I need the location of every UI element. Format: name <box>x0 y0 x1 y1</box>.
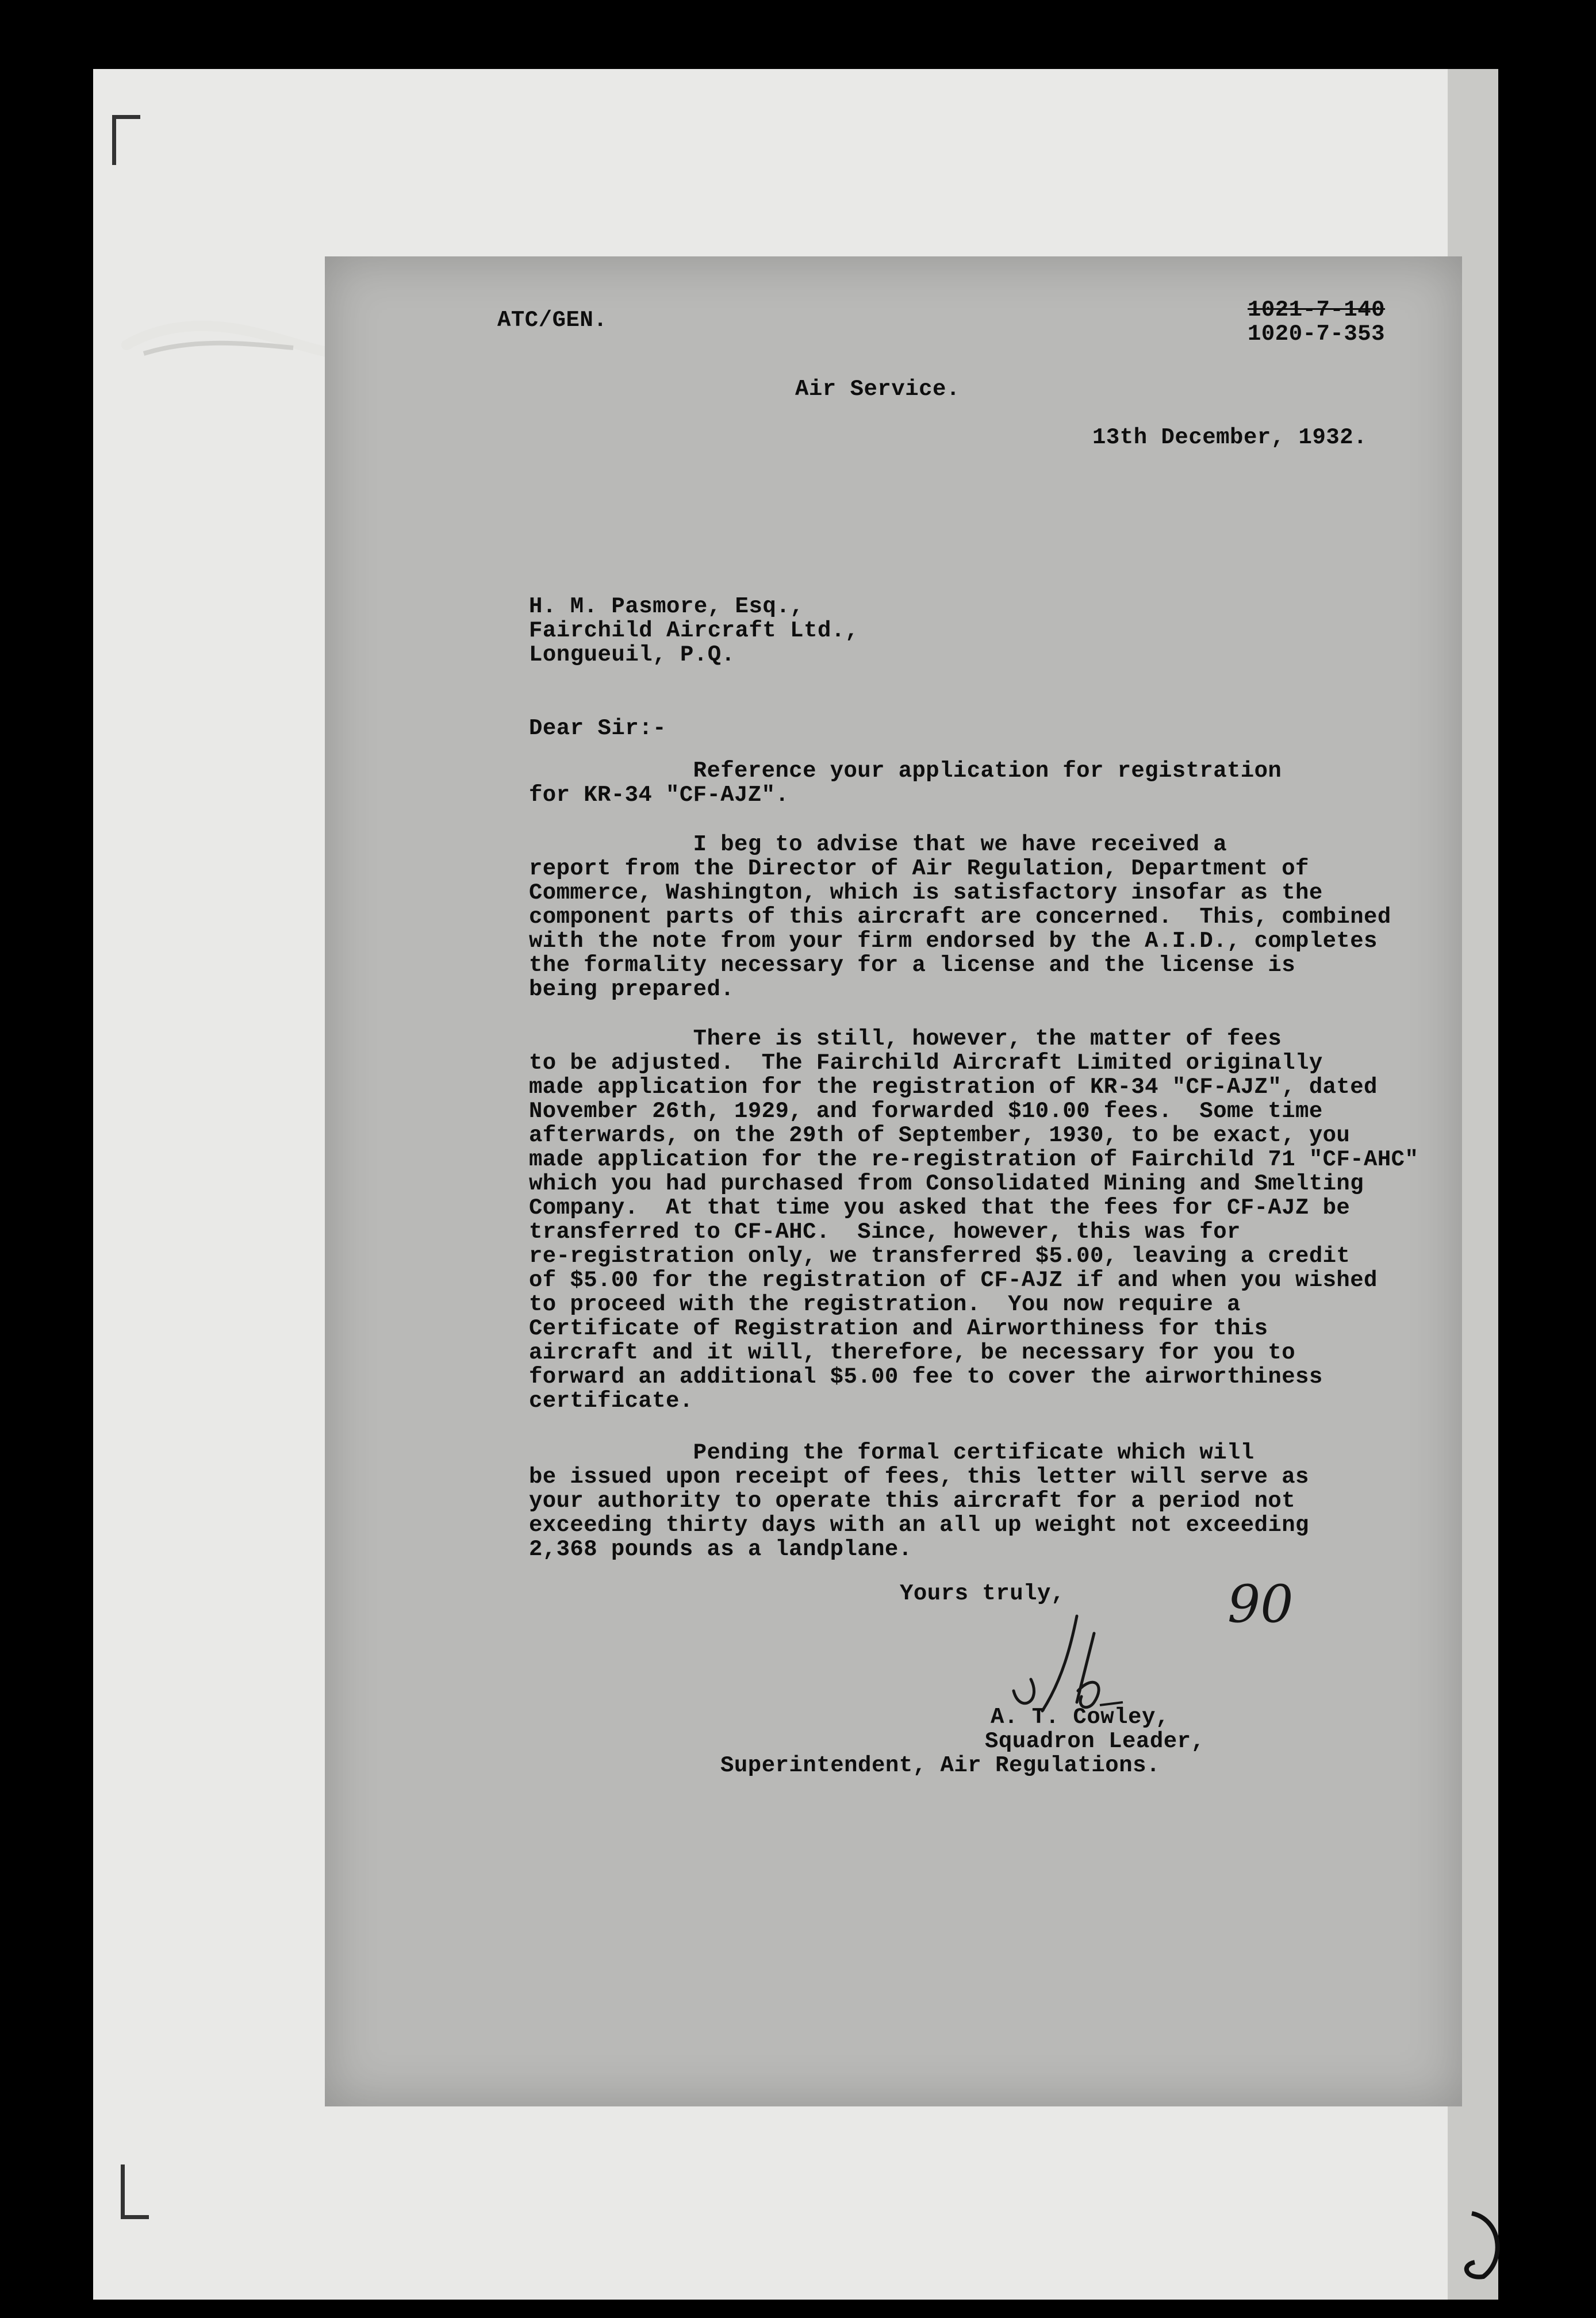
signer-title: Superintendent, Air Regulations. <box>720 1753 1160 1778</box>
paragraph-fees: There is still, however, the matter of fees to be adjusted. The Fairchild Aircraft Limited originally made application for the registration of KR-34 "CF-AJZ", dated November 26th, 1929, and forwarded $10.00 fees. Some time afterwards, on the 29th of September, 1930, to be exact, you made application for the re-registration of Fairchild 71 "CF-AHC" which you had purchased from Consolidated Mining and Smelting Company. At that time you asked that the fees for CF-AJZ be transferred to CF-AHC. Since, however, this was for re-registration only, we transferred $5.00, leaving a credit of $5.00 for the registration of CF-AJZ if and when you wished to proceed with the registration. You now require a Certificate of Registration and Airworthiness for this aircraft and it will, therefore, be necessary for you to forward an additional $5.00 fee to cover the airworthiness certificate. <box>529 1026 1419 1414</box>
crop-mark-top-left <box>112 115 140 165</box>
binder-ring-icon <box>1449 2208 1512 2282</box>
reference-number-struck: 1021-7-140 <box>1248 297 1386 323</box>
signer-rank: Squadron Leader, <box>985 1729 1205 1754</box>
crop-mark-bottom-left <box>121 2165 149 2219</box>
handwritten-number <box>1222 1573 1302 1636</box>
letter-page <box>325 256 1462 2106</box>
department-heading: Air Service. <box>795 377 960 402</box>
svg-text:90: 90 <box>1227 1574 1294 1634</box>
paragraph-reference: Reference your application for registration for KR-34 "CF-AJZ". <box>529 758 1282 808</box>
file-code: ATC/GEN. <box>497 308 608 333</box>
paragraph-report: I beg to advise that we have received a report from the Director of Air Regulation, Department of Commerce, Washington, which is satisfactory insofar as the component parts of this aircraft are concerned. This, combined with the note from your firm endorsed by the A.I.D., completes the formality necessary for a license and the license is being prepared. <box>529 832 1391 1002</box>
closing: Yours truly, <box>900 1581 1065 1606</box>
signature-initials <box>1008 1610 1134 1720</box>
reference-number: 1020-7-353 <box>1248 321 1386 347</box>
address-line-1: H. M. Pasmore, Esq., <box>529 594 804 619</box>
paragraph-authority: Pending the formal certificate which will be issued upon receipt of fees, this letter will serve as your authority to operate this aircraft for a period not exceeding thirty days with an all up weight not exceeding 2,368 pounds as a landplane. <box>529 1440 1309 1562</box>
address-line-2: Fairchild Aircraft Ltd., <box>529 618 859 643</box>
signer-name: A. T. Cowley, <box>991 1705 1169 1730</box>
letter-date: 13th December, 1932. <box>1092 425 1368 450</box>
address-line-3: Longueuil, P.Q. <box>529 642 735 667</box>
salutation: Dear Sir:- <box>529 716 667 741</box>
